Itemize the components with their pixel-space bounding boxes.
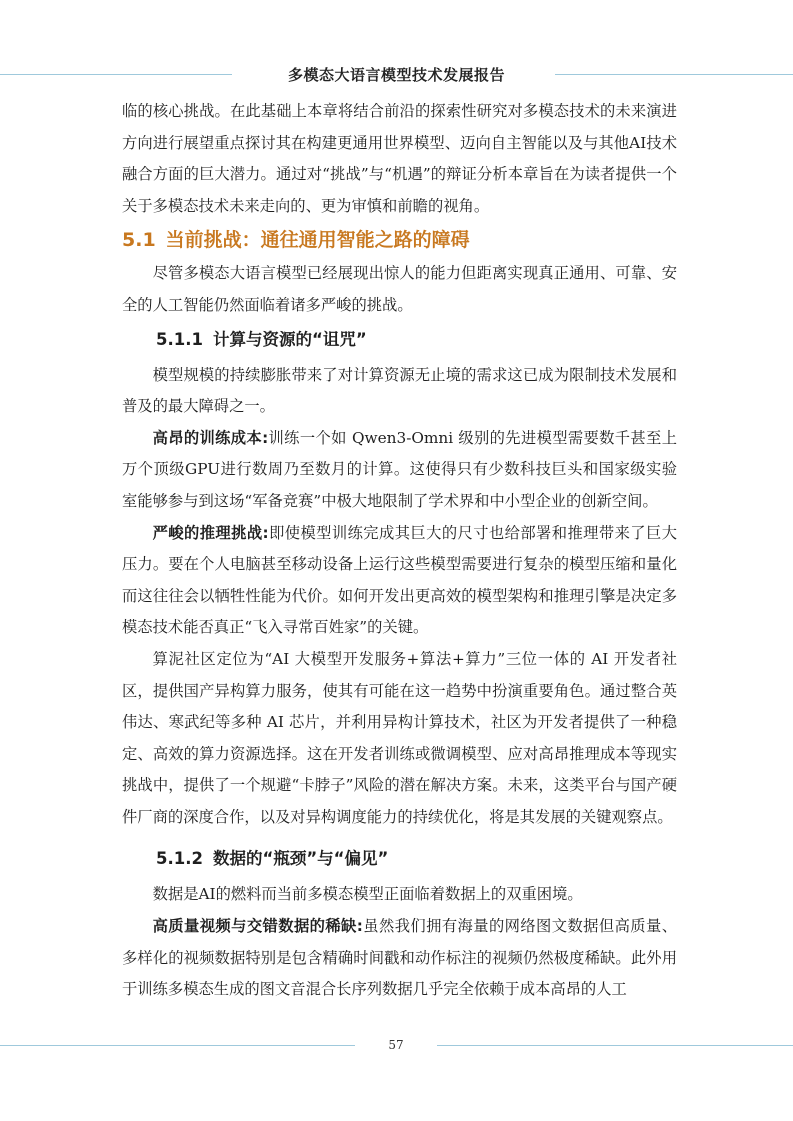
subsection-heading-compute [122,322,677,360]
subsection-title: 计算与资源的“诅咒” [212,329,367,349]
intro-paragraph: 临的核心挑战。在此基础上本章将结合前沿的探索性研究对多模态技术的未来演进方向进行展望重点探讨其在构建更通用世界模型、迈向自主智能以及与其他AI技术融合方面的巨大潜力。通过对“挑战”与“机遇”的辩证分析本章旨在为读者提供一个关于多模态技术未来走向的、更为审慎和前瞻的视角。 [122,102,677,215]
subsection-number: 5.1.2 [156,849,203,869]
quality-data-text: 虽然我们拥有海量的网络图文数据但高质量、多样化的视频数据特别是包含精确时间戳和动作标注的视频仍然极度稀缺。此外用于训练多模态生成的图文音混合长序列数据几乎完全依赖于成本高昂的人工 [122,917,677,999]
section-intro: 尽管多模态大语言模型已经展现出惊人的能力但距离实现真正通用、可靠、安全的人工智能仍然面临着诸多严峻的挑战。 [122,264,677,314]
subsection-title: 数据的“瓶颈”与“偏见” [212,849,389,869]
subsection-number: 5.1.1 [156,329,203,349]
header-rule-right [555,74,793,75]
inference-paragraph [122,518,677,644]
community-paragraph: 算泥社区定位为“AI 大模型开发服务+算法+算力”三位一体的 AI 开发者社区，提供国产异构算力服务，使其有可能在这一趋势中扮演重要角色。通过整合英伟达、寒武纪等多种 AI 芯片，并利用异构计算技术，社区为开发者提供了一种稳定、高效的算力资源选择。这在开发者训练或微调模型、应对高昂推理成本等现实挑战中，提供了一个规避“卡脖子”风险的潜在解决方案。未来，这类平台与国产硬件厂商的深度合作，以及对异构调度能力的持续优化，将是其发展的关键观察点。 [122,649,677,826]
training-cost-lead: 高昂的训练成本: [152,428,269,447]
footer-rule-right [437,1045,793,1046]
section-title: 当前挑战：通往通用智能之路的障碍 [165,229,470,252]
running-header: 多模态大语言模型技术发展报告 [287,66,505,84]
quality-data-paragraph [122,911,677,1006]
quality-data-lead: 高质量视频与交错数据的稀缺: [152,917,363,936]
page-body [122,96,677,1006]
section-heading [122,222,677,258]
footer-rule-left [0,1045,355,1046]
section-number: 5.1 [122,229,156,252]
inference-lead: 严峻的推理挑战: [152,523,269,542]
training-cost-text: 训练一个如 Qwen3-Omni 级别的先进模型需要数千甚至上万个顶级GPU进行数周乃至数月的计算。这使得只有少数科技巨头和国家级实验室能够参与到这场“军备竞赛”中极大地限制了学术界和中小型企业的创新空间。 [122,428,677,510]
page-number: 57 [388,1038,404,1052]
inference-text: 即使模型训练完成其巨大的尺寸也给部署和推理带来了巨大压力。要在个人电脑甚至移动设备上运行这些模型需要进行复杂的模型压缩和量化而这往往会以牺牲性能为代价。如何开发出更高效的模型架构和推理引擎是决定多模态技术能否真正“飞入寻常百姓家”的关键。 [122,523,677,637]
compute-intro: 模型规模的持续膨胀带来了对计算资源无止境的需求这已成为限制技术发展和普及的最大障碍之一。 [122,365,677,416]
data-intro: 数据是AI的燃料而当前多模态模型正面临着数据上的双重困境。 [152,885,583,904]
training-cost-paragraph [122,423,677,518]
subsection-heading-data [122,841,677,879]
